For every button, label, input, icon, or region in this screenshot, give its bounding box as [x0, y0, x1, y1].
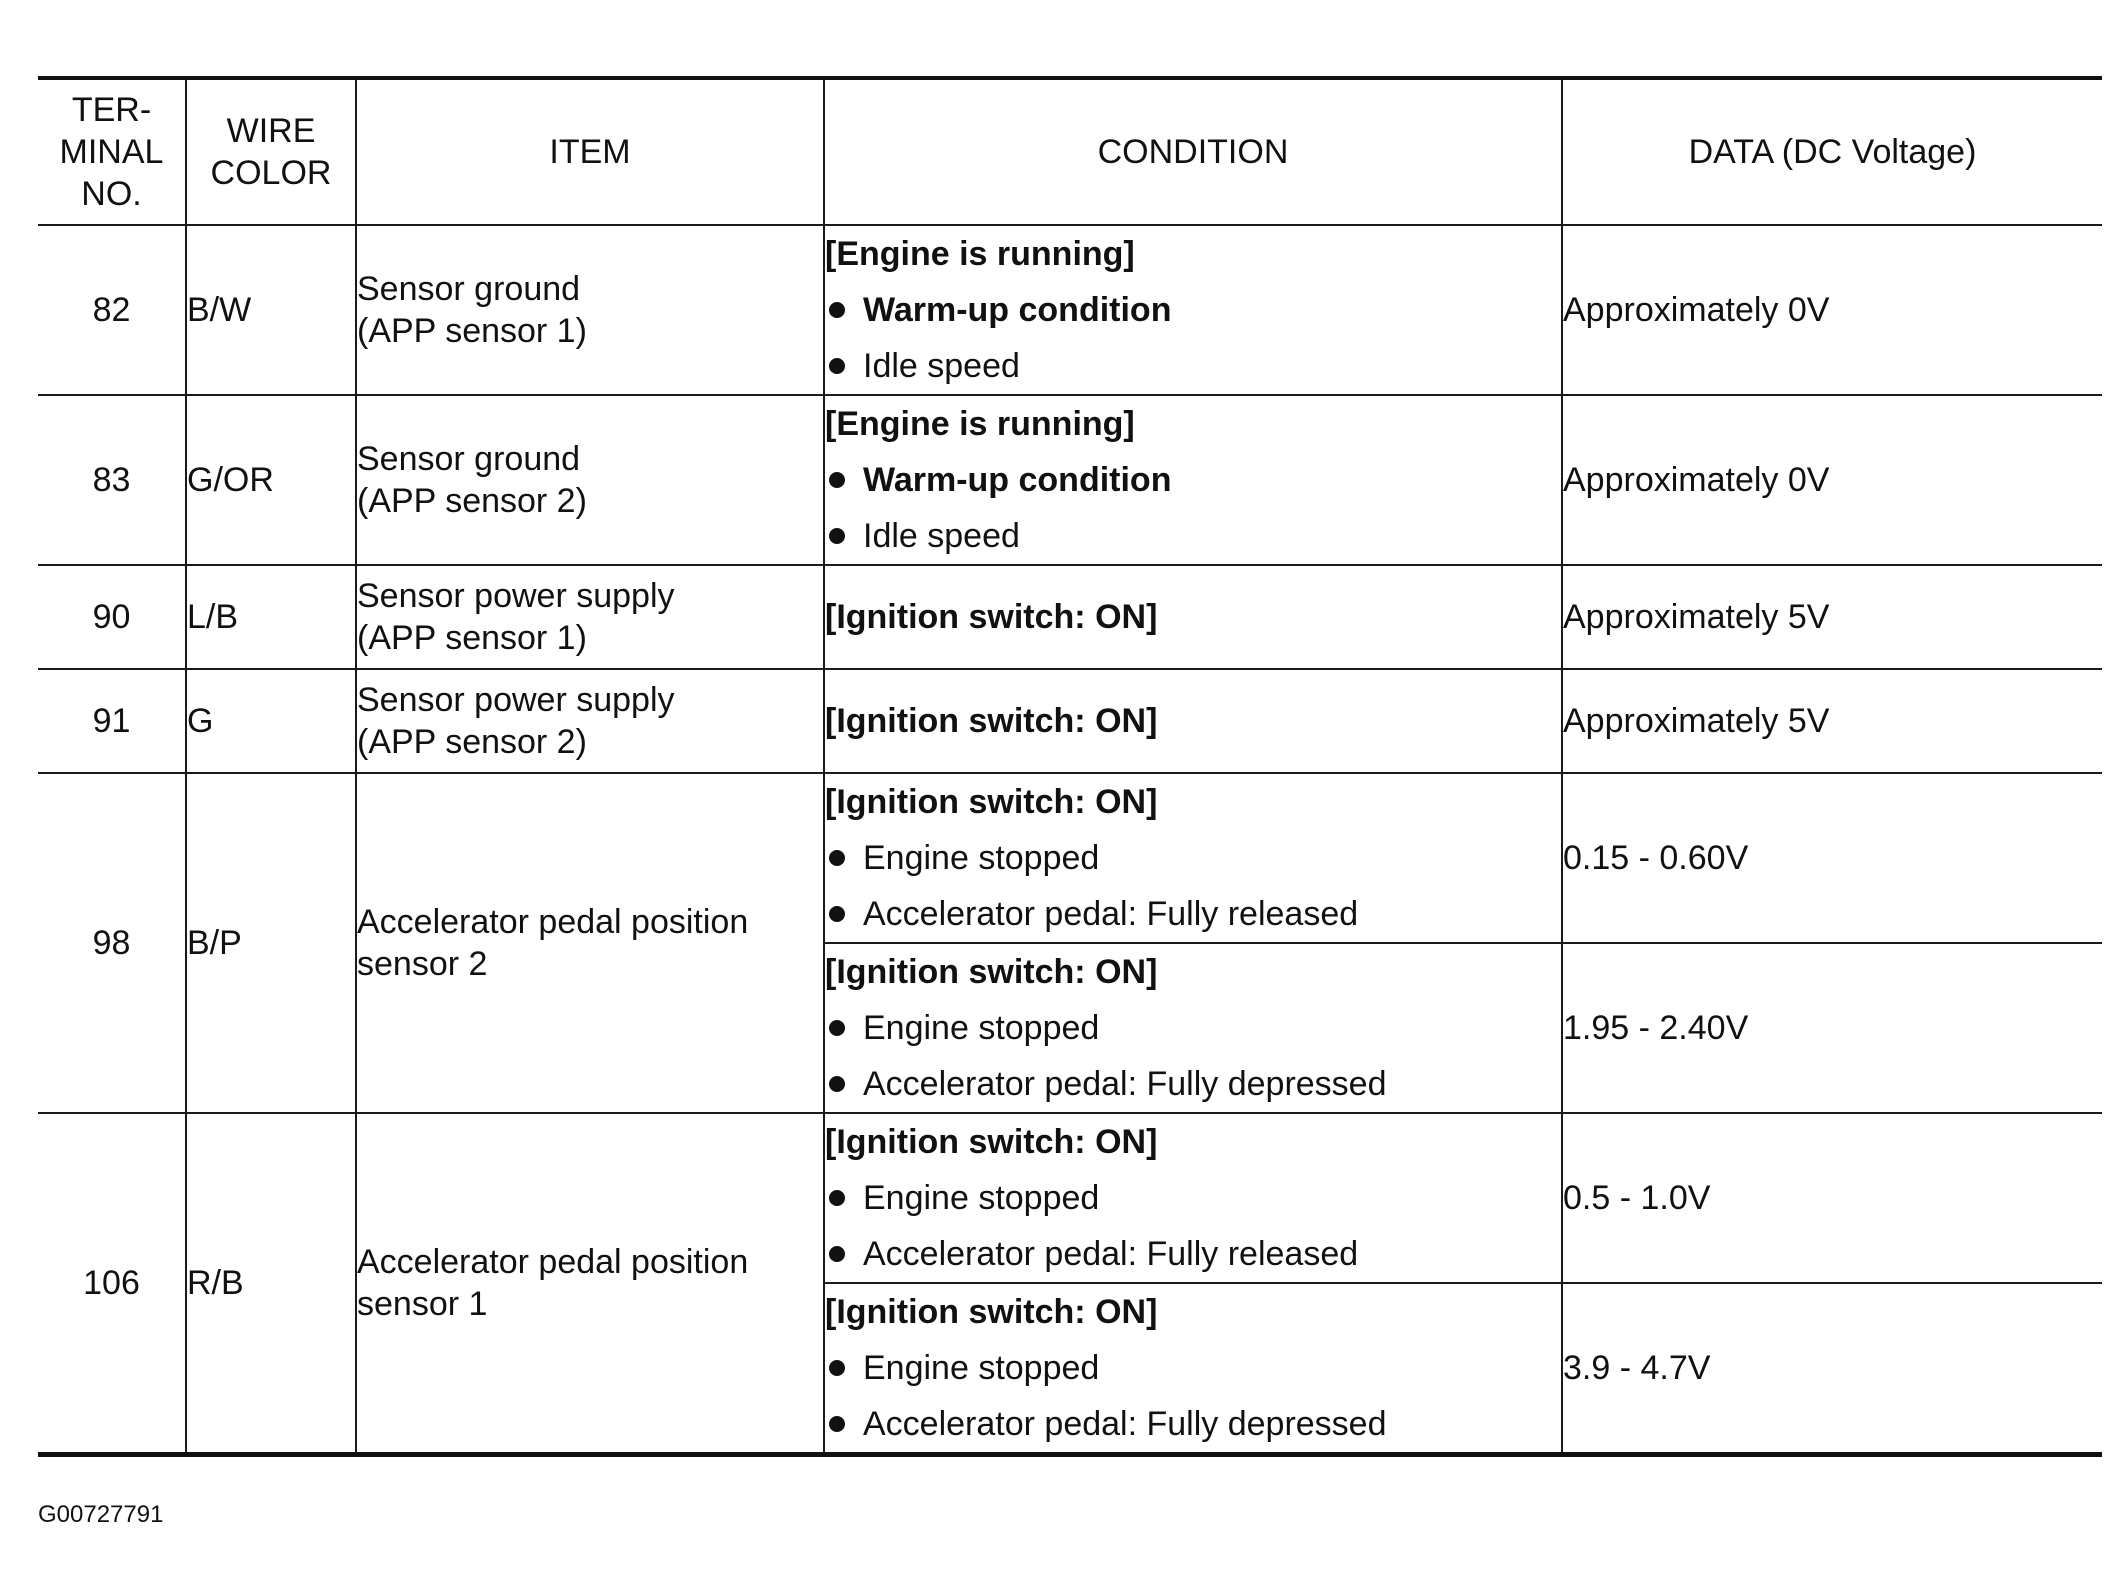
- condition-cell: [824, 225, 1562, 395]
- table-row: [38, 225, 2102, 395]
- terminal-no-cell: 98: [38, 773, 186, 1113]
- condition-bullet-item: [825, 830, 1561, 886]
- bullet-icon: [829, 906, 845, 922]
- condition-bullet-item: [825, 1000, 1561, 1056]
- bullet-icon: [829, 1076, 845, 1092]
- item-line: Accelerator pedal position: [357, 1243, 749, 1281]
- condition-bullet-text: Engine stopped: [863, 1009, 1100, 1047]
- bullet-icon: [829, 850, 845, 866]
- bullet-icon: [829, 1190, 845, 1206]
- condition-cell: [824, 943, 1562, 1113]
- header-terminal-line: NO.: [81, 175, 142, 213]
- bullet-icon: [829, 528, 845, 544]
- condition-bullet-text: Accelerator pedal: Fully depressed: [863, 1405, 1387, 1443]
- header-wire-color: [186, 78, 356, 225]
- bullet-icon: [829, 1416, 845, 1432]
- condition-cell: [824, 773, 1562, 943]
- wire-color-cell: G/OR: [186, 395, 356, 565]
- bullet-icon: [829, 358, 845, 374]
- condition-heading: [Ignition switch: ON]: [825, 1293, 1158, 1331]
- dc-voltage-cell: Approximately 0V: [1562, 395, 2102, 565]
- dc-voltage-cell: 3.9 - 4.7V: [1562, 1283, 2102, 1455]
- terminal-no-cell: 91: [38, 669, 186, 773]
- condition-cell: [824, 565, 1562, 669]
- wire-color-cell: L/B: [186, 565, 356, 669]
- condition-bullet-text: Engine stopped: [863, 839, 1100, 877]
- item-line: (APP sensor 1): [357, 312, 587, 350]
- header-data: DATA (DC Voltage): [1562, 78, 2102, 225]
- condition-cell: [824, 669, 1562, 773]
- table-row: [38, 565, 2102, 669]
- item-line: Accelerator pedal position: [357, 903, 749, 941]
- condition-cell: [824, 1113, 1562, 1283]
- table-row: [38, 395, 2102, 565]
- dc-voltage-cell: 0.5 - 1.0V: [1562, 1113, 2102, 1283]
- condition-bullet-text: Idle speed: [863, 347, 1020, 385]
- table-body: [38, 225, 2102, 1455]
- condition-bullet-text: Warm-up condition: [863, 461, 1172, 499]
- item-line: Sensor ground: [357, 440, 581, 478]
- terminal-no-cell: 106: [38, 1113, 186, 1455]
- condition-heading: [Ignition switch: ON]: [825, 598, 1158, 636]
- header-terminal-line: TER-: [71, 91, 152, 129]
- condition-cell: [824, 1283, 1562, 1455]
- item-cell: [356, 773, 824, 1113]
- condition-bullet-item: [825, 1396, 1561, 1452]
- item-cell: [356, 1113, 824, 1455]
- condition-bullet-text: Engine stopped: [863, 1179, 1100, 1217]
- condition-bullet-item: [825, 886, 1561, 942]
- header-row: [38, 78, 2102, 225]
- wire-color-cell: G: [186, 669, 356, 773]
- terminal-no-cell: 90: [38, 565, 186, 669]
- wire-color-cell: B/W: [186, 225, 356, 395]
- item-cell: [356, 395, 824, 565]
- header-item: ITEM: [356, 78, 824, 225]
- wire-color-cell: B/P: [186, 773, 356, 1113]
- dc-voltage-cell: Approximately 5V: [1562, 565, 2102, 669]
- header-condition: CONDITION: [824, 78, 1562, 225]
- item-cell: [356, 225, 824, 395]
- bullet-icon: [829, 472, 845, 488]
- condition-heading: [Ignition switch: ON]: [825, 702, 1158, 740]
- item-line: Sensor power supply: [357, 577, 675, 615]
- item-line: (APP sensor 2): [357, 723, 587, 761]
- condition-bullet-item: [825, 1056, 1561, 1112]
- table-row: [38, 773, 2102, 943]
- header-wire-line: COLOR: [210, 154, 332, 192]
- dc-voltage-cell: Approximately 5V: [1562, 669, 2102, 773]
- condition-bullet-text: Engine stopped: [863, 1349, 1100, 1387]
- table-row: [38, 1113, 2102, 1283]
- header-terminal-line: MINAL: [59, 133, 164, 171]
- bullet-icon: [829, 1020, 845, 1036]
- dc-voltage-cell: 0.15 - 0.60V: [1562, 773, 2102, 943]
- condition-bullet-item: [825, 1226, 1561, 1282]
- condition-bullet-item: [825, 1170, 1561, 1226]
- condition-heading: [Ignition switch: ON]: [825, 783, 1158, 821]
- item-cell: [356, 669, 824, 773]
- dc-voltage-cell: 1.95 - 2.40V: [1562, 943, 2102, 1113]
- condition-heading: [Engine is running]: [825, 235, 1135, 273]
- condition-bullet-text: Accelerator pedal: Fully released: [863, 1235, 1359, 1273]
- item-line: sensor 1: [357, 1285, 488, 1323]
- dc-voltage-cell: Approximately 0V: [1562, 225, 2102, 395]
- header-wire-line: WIRE: [226, 112, 316, 150]
- condition-cell: [824, 395, 1562, 565]
- item-cell: [356, 565, 824, 669]
- condition-heading: [Ignition switch: ON]: [825, 1123, 1158, 1161]
- figure-id: G00727791: [38, 1501, 164, 1528]
- item-line: (APP sensor 2): [357, 482, 587, 520]
- item-line: (APP sensor 1): [357, 619, 587, 657]
- condition-bullet-text: Accelerator pedal: Fully depressed: [863, 1065, 1387, 1103]
- condition-bullet-item: [825, 1340, 1561, 1396]
- wire-color-cell: R/B: [186, 1113, 356, 1455]
- condition-bullet-item: [825, 508, 1561, 564]
- condition-bullet-item: [825, 452, 1561, 508]
- condition-heading: [Ignition switch: ON]: [825, 953, 1158, 991]
- item-line: sensor 2: [357, 945, 488, 983]
- terminal-no-cell: 83: [38, 395, 186, 565]
- condition-bullet-item: [825, 338, 1561, 394]
- document-sheet: [38, 76, 2102, 1457]
- bullet-icon: [829, 1246, 845, 1262]
- condition-bullet-text: Idle speed: [863, 517, 1020, 555]
- condition-bullet-text: Accelerator pedal: Fully released: [863, 895, 1359, 933]
- table-row: [38, 669, 2102, 773]
- terminal-data-table: [38, 76, 2102, 1457]
- terminal-no-cell: 82: [38, 225, 186, 395]
- bullet-icon: [829, 1360, 845, 1376]
- condition-bullet-text: Warm-up condition: [863, 291, 1172, 329]
- condition-bullet-item: [825, 282, 1561, 338]
- condition-heading: [Engine is running]: [825, 405, 1135, 443]
- bullet-icon: [829, 302, 845, 318]
- item-line: Sensor power supply: [357, 681, 675, 719]
- header-terminal-no: [38, 78, 186, 225]
- item-line: Sensor ground: [357, 270, 581, 308]
